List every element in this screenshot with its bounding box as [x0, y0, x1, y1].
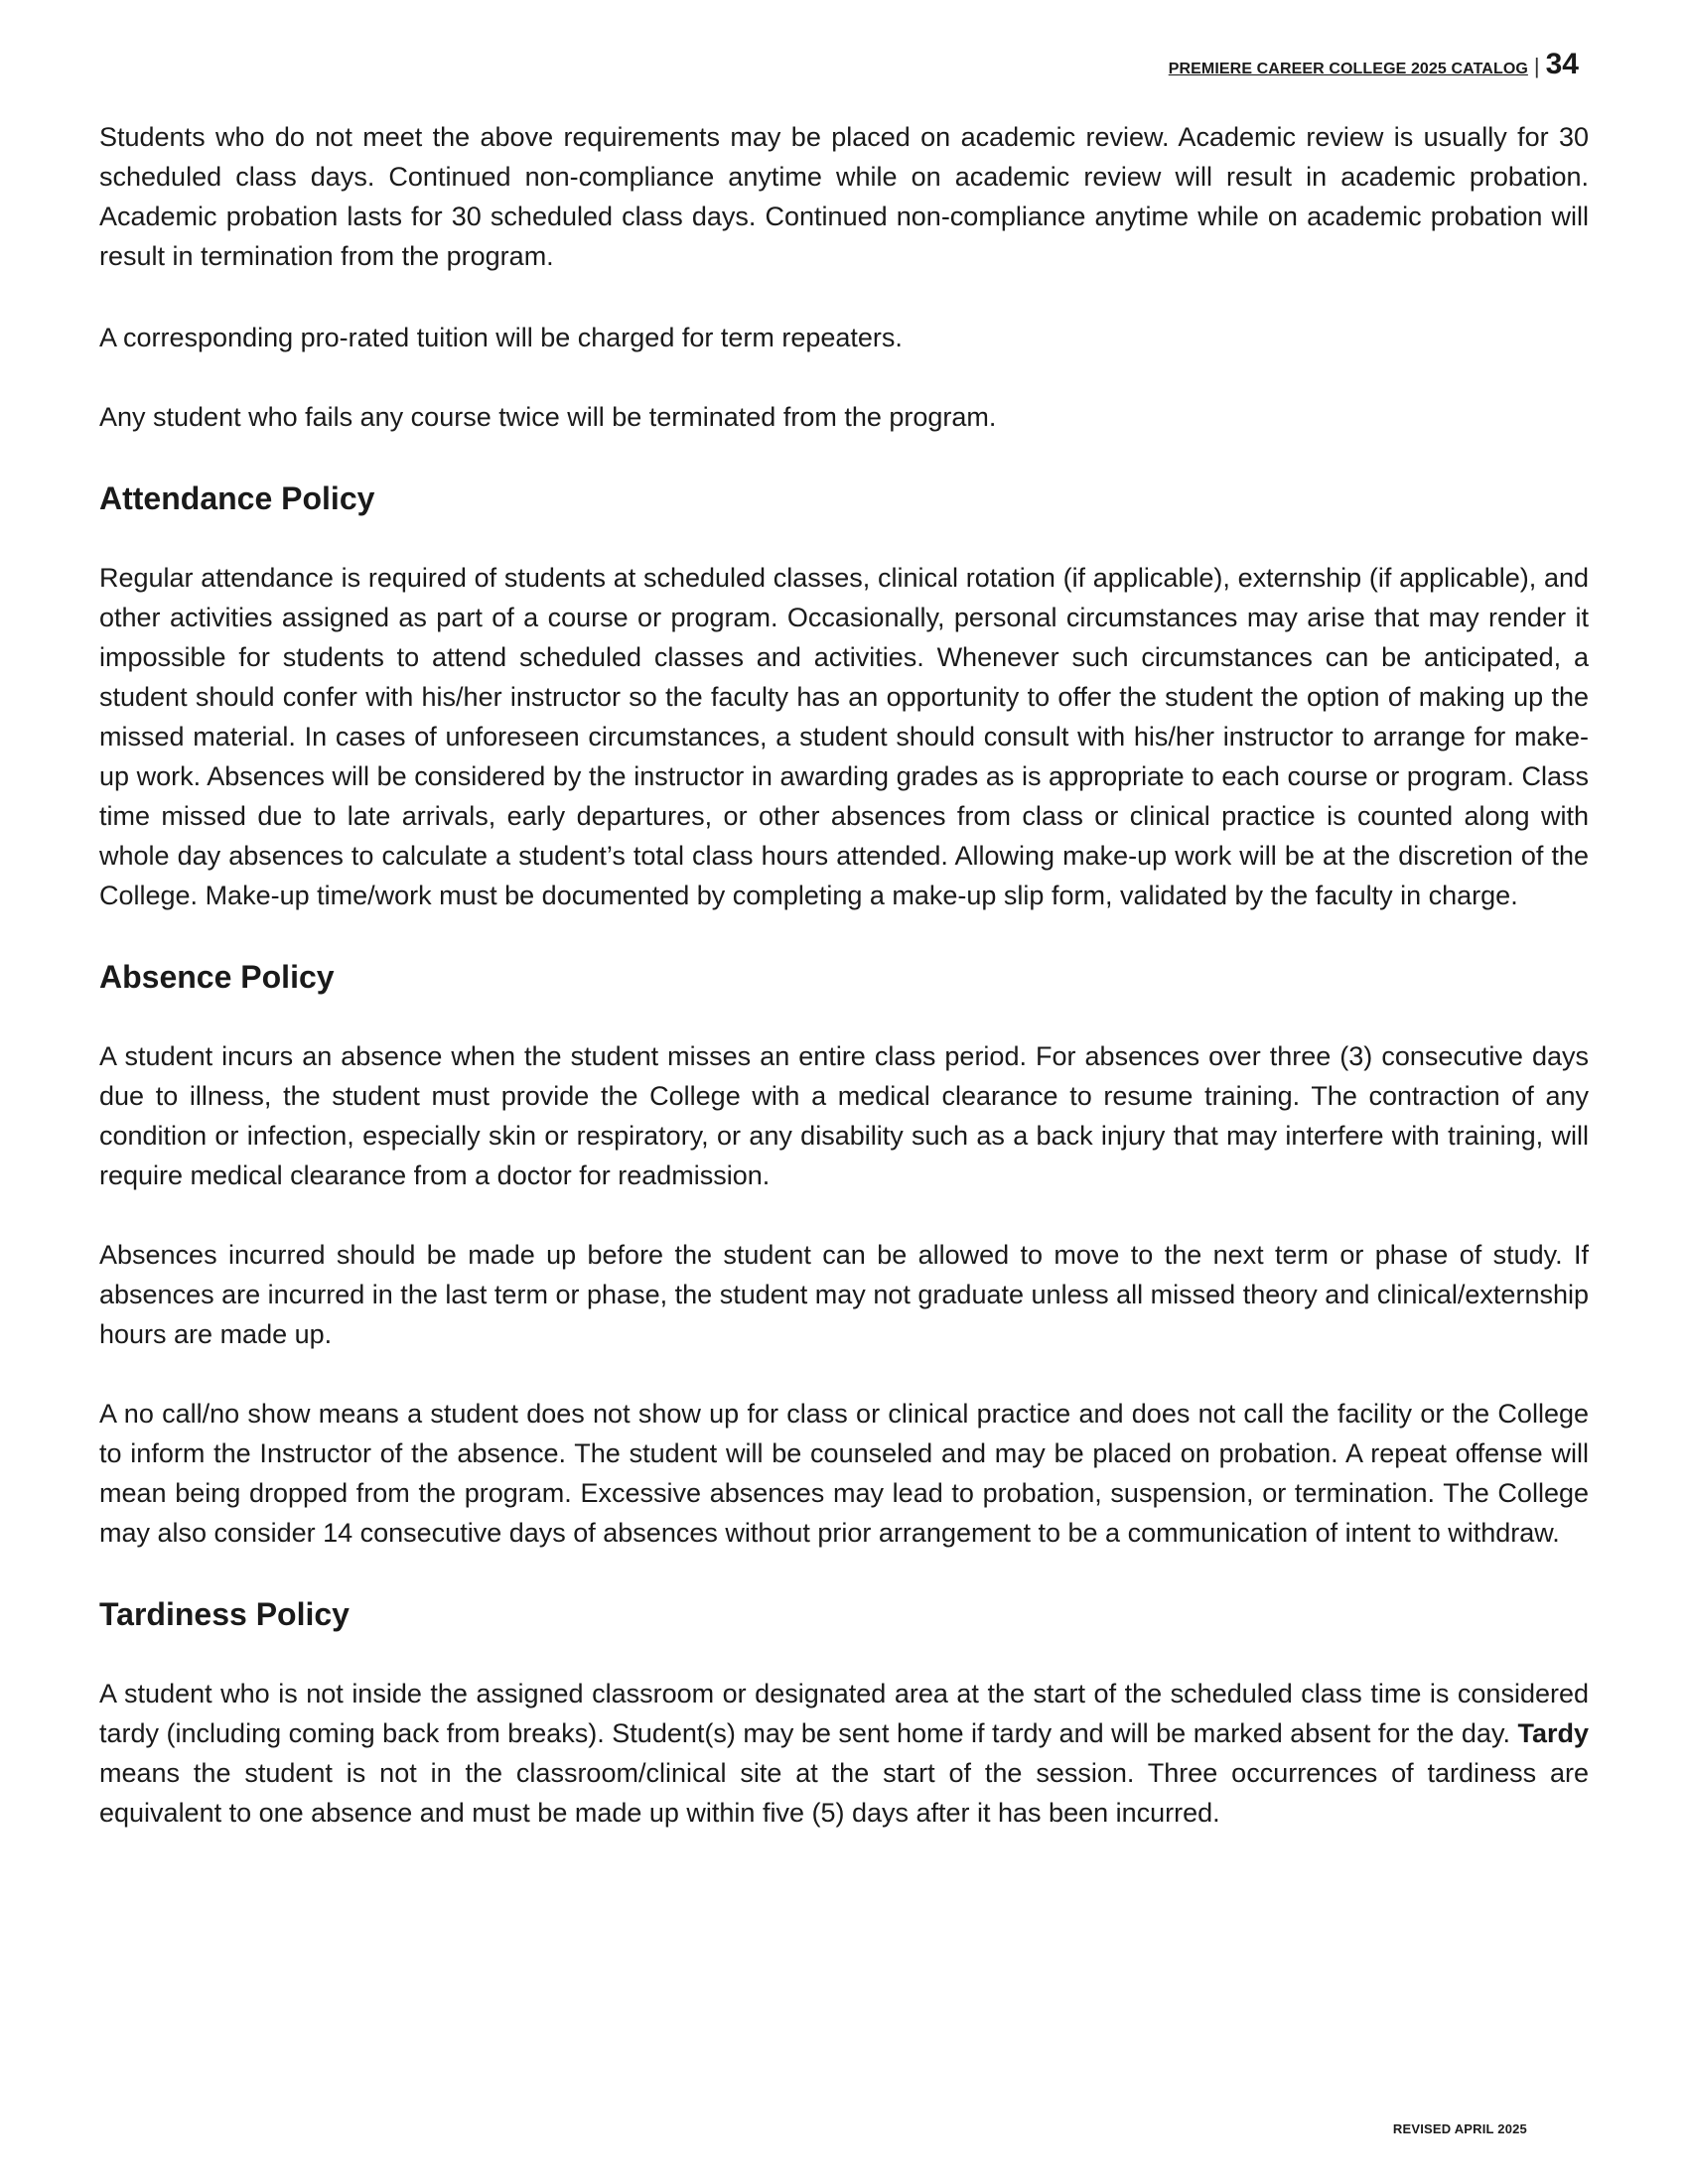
header-separator: | — [1533, 54, 1540, 78]
no-call-no-show-paragraph: A no call/no show means a student does not show up for class or clinical practice and does not call the facility or the College to inform the Instructor of the absence. The student will be counseled and may be placed on probation. A repeat offense will mean being dropped from the program. Excessive absences may lead to probation, suspension, or termination. The College may also consider 14 consecutive days of absences without prior arrangement to be a communication of intent to withdraw. — [99, 1399, 1589, 1548]
tuition-repeaters-paragraph: A corresponding pro-rated tuition will be charged for term repeaters. — [99, 323, 903, 352]
absence-definition-paragraph: A student incurs an absence when the student misses an entire class period. For absences over three (3) consecutive days due to illness, the student must provide the College with a medical clearance to resume training. The contraction of any condition or infection, especially skin or respiratory, or any disability such as a back injury that may interfere with training, will require medical clearance from a doctor for readmission. — [99, 1041, 1589, 1190]
catalog-title: PREMIERE CAREER COLLEGE 2025 CATALOG — [1168, 61, 1528, 77]
tardiness-text-before: A student who is not inside the assigned classroom or designated area at the start of the scheduled class time is considered tardy (including coming back from breaks). Student(s) may be sent home if tardy and will be marked absent for the day. — [99, 1679, 1589, 1748]
tardiness-text-after: means the student is not in the classroom/clinical site at the start of the session. Three occurrences of tardiness are equivalent to one absence and must be made up within five (5) days after it has been incurred. — [99, 1758, 1589, 1828]
tardiness-policy-paragraph — [99, 1674, 1589, 1833]
course-fail-paragraph: Any student who fails any course twice will be terminated from the program. — [99, 402, 997, 432]
revision-footer: REVISED APRIL 2025 — [1392, 2121, 1527, 2136]
page-header — [1169, 48, 1579, 81]
attendance-policy-paragraph: Regular attendance is required of students at scheduled classes, clinical rotation (if applicable), externship (if applicable), and other activities assigned as part of a course or program. Occasionally, personal circumstances may arise that may render it impossible for students to attend scheduled classes and activities. Whenever such circumstances can be anticipated, a student should confer with his/her instructor so the faculty has an opportunity to offer the student the option of making up the missed material. In cases of unforeseen circumstances, a student should consult with his/her instructor to arrange for make-up work. Absences will be considered by the instructor in awarding grades as is appropriate to each course or program. Class time missed due to late arrivals, early departures, or other absences from class or clinical practice is counted along with whole day absences to calculate a student’s total class hours attended. Allowing make-up work will be at the discretion of the College. Make-up time/work must be documented by completing a make-up slip form, validated by the faculty in charge. — [99, 563, 1589, 910]
absence-makeup-paragraph: Absences incurred should be made up before the student can be allowed to move to the next term or phase of study. If absences are incurred in the last term or phase, the student may not graduate unless all missed theory and clinical/externship hours are made up. — [99, 1240, 1589, 1349]
absence-policy-heading: Absence Policy — [99, 959, 335, 995]
tardy-term: Tardy — [1517, 1718, 1589, 1748]
page-number: 34 — [1545, 48, 1579, 80]
tardiness-policy-heading: Tardiness Policy — [99, 1596, 350, 1632]
academic-review-paragraph: Students who do not meet the above requirements may be placed on academic review. Academic review is usually for 30 scheduled class days. Continued non-compliance anytime while on academic review will result in academic probation. Academic probation lasts for 30 scheduled class days. Continued non-compliance anytime while on academic probation will result in termination from the program. — [99, 122, 1589, 271]
page-body — [99, 117, 1589, 1833]
attendance-policy-heading: Attendance Policy — [99, 480, 375, 516]
